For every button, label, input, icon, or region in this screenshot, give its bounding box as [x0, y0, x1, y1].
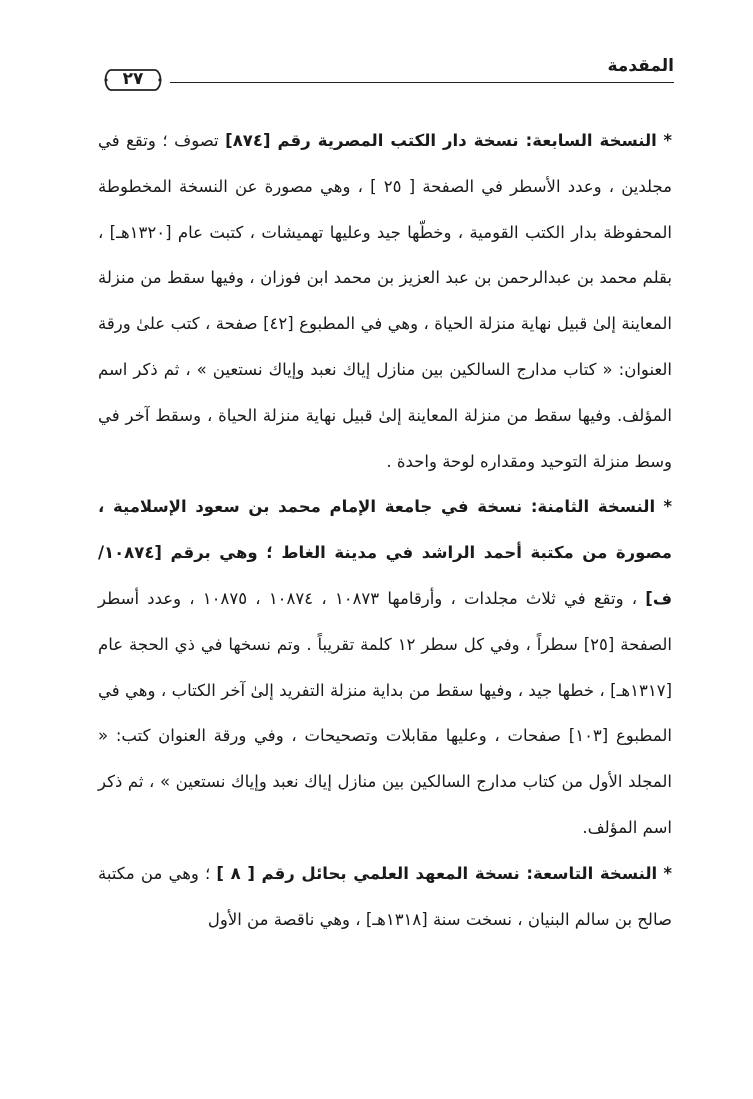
header-rule [170, 82, 674, 83]
paragraph-text: ؛ وهي من مكتبة صالح بن سالم البنيان ، نسخت سنة [١٣١٨هـ] ، وهي ناقصة من الأول [98, 863, 672, 929]
running-header [96, 50, 674, 90]
paragraph-lead: النسخة السابعة: نسخة دار الكتب المصرية رقم [٨٧٤] [225, 131, 657, 150]
bullet-star: * [663, 863, 672, 883]
paragraph-lead: النسخة التاسعة: نسخة المعهد العلمي بحائل رقم [ ٨ ] [216, 863, 658, 883]
paragraph-lead: النسخة الثامنة: نسخة في جامعة الإمام محمد بن سعود الإسلامية ، مصورة من مكتبة أحمد الراشد في مدينة الغاط ؛ وهي برقم [١٠٨٧٤/ ف] [98, 497, 672, 608]
page-number: ٢٧ [122, 69, 144, 89]
paragraph-text: ، وتقع في ثلاث مجلدات ، وأرقامها ١٠٨٧٣ ، ١٠٨٧٤ ، ١٠٨٧٥ ، وعدد أسطر الصفحة [٢٥] سطراً ، وفي كل سطر ١٢ كلمة تقريباً . وتم نسخها في ذي الحجة عام [١٣١٧هـ] ، خطها جيد ، وفيها سقط من بداية منزلة التفريد إلىٰ آخر الكتاب ، وهي في المطبوع [١٠٣] صفحات ، وعليها مقابلات وتصحيحات ، وفي ورقة العنوان كتب: « المجلد الأول من كتاب مدارج السالكين بين منازل إياك نعبد وإياك نستعين » ، ثم ذكر اسم المؤلف. [98, 588, 672, 837]
chapter-title: المقدمة [607, 56, 674, 76]
paragraph-ninth-copy [98, 851, 672, 943]
paragraph-eighth-copy [98, 484, 672, 850]
page-number-badge [102, 66, 164, 94]
paragraph-text: تصوف ؛ وتقع في مجلدين ، وعدد الأسطر في الصفحة [ ٢٥ ] ، وهي مصورة عن النسخة المخطوطة المحفوظة بدار الكتب القومية ، وخطّها جيد وعليها تهميشات ، كتبت عام [١٣٢٠هـ] ، بقلم محمد بن عبدالرحمن بن عبد العزيز بن محمد ابن فوزان ، وفيها سقط من منزلة المعاينة إلىٰ قبيل نهاية منزلة الحياة ، وهي في المطبوع [٤٢] صفحة ، كتب علىٰ ورقة العنوان: « كتاب مدارج السالكين بين منازل إياك نعبد وإياك نستعين » ، ثم ذكر اسم المؤلف. وفيها سقط من منزلة المعاينة إلىٰ قبيل نهاية منزلة الحياة ، وسقط آخر في وسط منزلة التوحيد ومقداره لوحة واحدة . [98, 131, 673, 471]
bullet-star: * [663, 497, 673, 517]
body-text [98, 118, 672, 942]
bullet-star: * [663, 131, 672, 150]
paragraph-seventh-copy [98, 118, 672, 484]
